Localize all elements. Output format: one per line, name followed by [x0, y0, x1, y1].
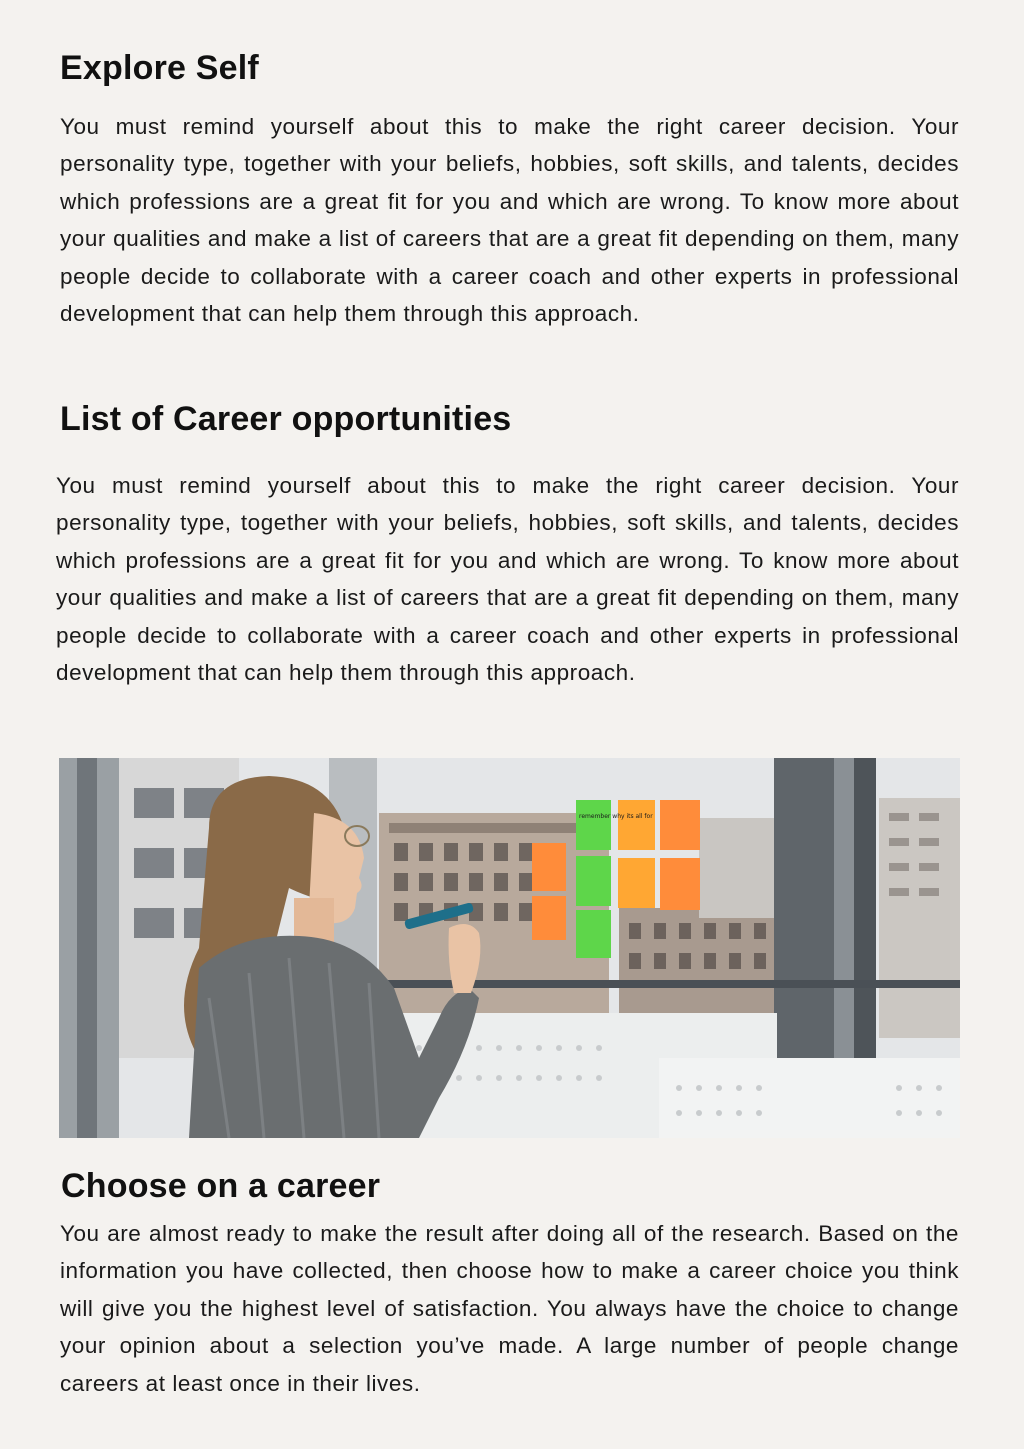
- section-heading-explore-self: Explore Self: [60, 49, 259, 87]
- sticky-note-text: remember why its all for: [579, 813, 653, 820]
- section-heading-career-opportunities: List of Career opportunities: [60, 400, 512, 438]
- section-body-choose-career: You are almost ready to make the result after doing all of the research. Based on the information you have collected, then choose how to make a career choice you think will give you the highest level of satisfaction. You always have the choice to change your opinion about a selection you’ve made. A large number of people change careers at least once in their lives.: [60, 1221, 959, 1396]
- photo-woman-writing-on-window: [59, 758, 960, 1138]
- section-body-career-opportunities: You must remind yourself about this to make the right career decision. Your personality type, together with your beliefs, hobbies, soft skills, and talents, decides which professions are a great fit for you and which are wrong. To know more about your qualities and make a list of careers that are a great fit depending on them, many people decide to collaborate with a career coach and other experts in professional development that can help them through this approach.: [56, 473, 959, 686]
- section-body-explore-self: You must remind yourself about this to make the right career decision. Your personality type, together with your beliefs, hobbies, soft skills, and talents, decides which professions are a great fit for you and which are wrong. To know more about your qualities and make a list of careers that are a great fit depending on them, many people decide to collaborate with a career coach and other experts in professional development that can help them through this approach.: [60, 114, 959, 327]
- section-heading-choose-career: Choose on a career: [61, 1167, 381, 1205]
